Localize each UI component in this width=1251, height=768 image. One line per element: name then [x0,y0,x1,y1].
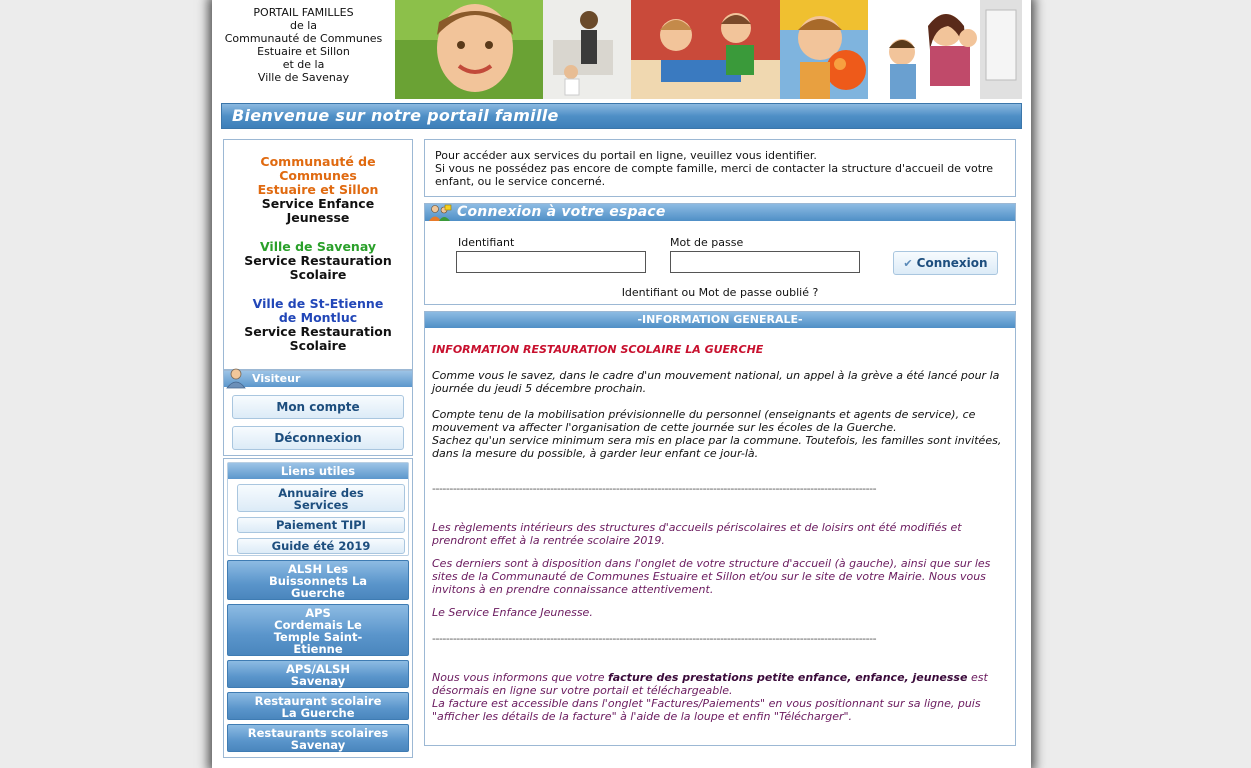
intro-box: Pour accéder aux services du portail en ligne, veuillez vous identifier. Si vous ne possédez pas encore de compte famille, merci de contacter la structure d'accueil de votre enfant, ou le service concerné. [424,139,1016,197]
visitor-box [223,370,413,456]
link-paiement-tipi[interactable]: Paiement TIPI [237,517,405,533]
info-body [425,328,1015,723]
info-separator-2: -------------------------------------------------------------------------------------------------------------------------------- [432,632,877,645]
org-stetienne: Ville de St-Etienne de Montluc Service Restauration Scolaire [244,296,392,353]
identifier-input[interactable] [456,251,646,273]
password-input[interactable] [670,251,860,273]
links-panel [227,462,409,556]
info-headline: INFORMATION RESTAURATION SCOLAIRE LA GUERCHE [432,343,764,356]
organizations-box [223,139,413,370]
photo-children-reading [631,0,780,99]
tab-restaurants-savenay[interactable]: Restaurants scolaires Savenay [227,724,409,752]
info-p4: Ces derniers sont à disposition dans l'onglet de votre structure d'accueil (à gauche), ainsi que sur les sites de la Communauté de Communes Estuaire et Sillon et/ou sur le site de votre Mairie. Nous vous invitons à en prendre connaissance attentivement. [432,557,991,596]
tab-aps-cordemais[interactable]: APS Cordemais Le Temple Saint-Etienne [227,604,409,656]
user-icon [225,367,247,389]
check-icon: ✔ [903,257,913,270]
welcome-banner: Bienvenue sur notre portail famille [221,103,1022,129]
info-p2a: Compte tenu de la mobilisation prévisionnelle du personnel (enseignants et agents de service), ce mouvement va affecter l'organisation de cette journée sur les écoles de la Guerche. [432,408,976,434]
info-p7: La facture est accessible dans l'onglet "Factures/Paiements" en vous positionnant sur sa ligne, puis "afficher les détails de la facture" à l'aide de la loupe et enfin "Télécharger". [432,697,981,723]
password-label: Mot de passe [670,236,744,249]
info-p5: Le Service Enfance Jeunesse. [432,606,593,619]
header-title: PORTAIL FAMILLES de la Communauté de Communes Estuaire et Sillon et de la Ville de Savenay [224,6,383,84]
org-savenay: Ville de Savenay Service Restauration Scolaire [244,239,392,282]
logout-button[interactable]: Déconnexion [232,426,404,450]
info-p2b: Sachez qu'un service minimum sera mis en place par la commune. Toutefois, les familles sont invitées, dans la mesure du possible, à garder leur enfant ce jour-là. [432,434,1002,460]
photo-boy [395,0,543,99]
login-header: Connexion à votre espace [425,204,1015,221]
visitor-header: Visiteur [224,371,412,387]
login-button[interactable]: ✔ Connexion [893,251,998,275]
tab-restaurant-la-guerche[interactable]: Restaurant scolaire La Guerche [227,692,409,720]
identifier-label: Identifiant [458,236,515,249]
info-p3: Les règlements intérieurs des structures d'accueils périscolaires et de loisirs ont été modifiés et prendront effet à la rentrée scolaire 2019. [432,521,962,547]
link-guide-ete[interactable]: Guide été 2019 [237,538,405,554]
org-ccestuaire: Communauté de Communes Estuaire et Sillon Service Enfance Jeunesse [257,154,379,225]
login-box [424,203,1016,305]
info-header: -INFORMATION GENERALE- [425,312,1015,328]
photo-child-toy [780,0,868,99]
tab-alsh-buissonnets[interactable]: ALSH Les Buissonnets La Guerche [227,560,409,600]
link-annuaire[interactable]: Annuaire des Services [237,484,405,512]
page [212,0,1031,768]
info-p6: Nous vous informons que votre facture des prestations petite enfance, enfance, jeunesse est désormais en ligne sur votre portail et téléchargeable. [432,671,988,697]
forgot-credentials-link[interactable]: Identifiant ou Mot de passe oublié ? [621,286,819,299]
links-header: Liens utiles [228,463,408,479]
tab-aps-alsh-savenay[interactable]: APS/ALSH Savenay [227,660,409,688]
info-box [424,311,1016,746]
photo-mother-children [868,0,1022,99]
family-icon [428,204,452,222]
photo-mother-child [543,0,631,99]
info-p1: Comme vous le savez, dans le cadre d'un mouvement national, un appel à la grève a été lancé pour la journée du jeudi 5 décembre prochain. [432,369,1000,395]
my-account-button[interactable]: Mon compte [232,395,404,419]
info-separator: -------------------------------------------------------------------------------------------------------------------------------- [432,482,877,495]
